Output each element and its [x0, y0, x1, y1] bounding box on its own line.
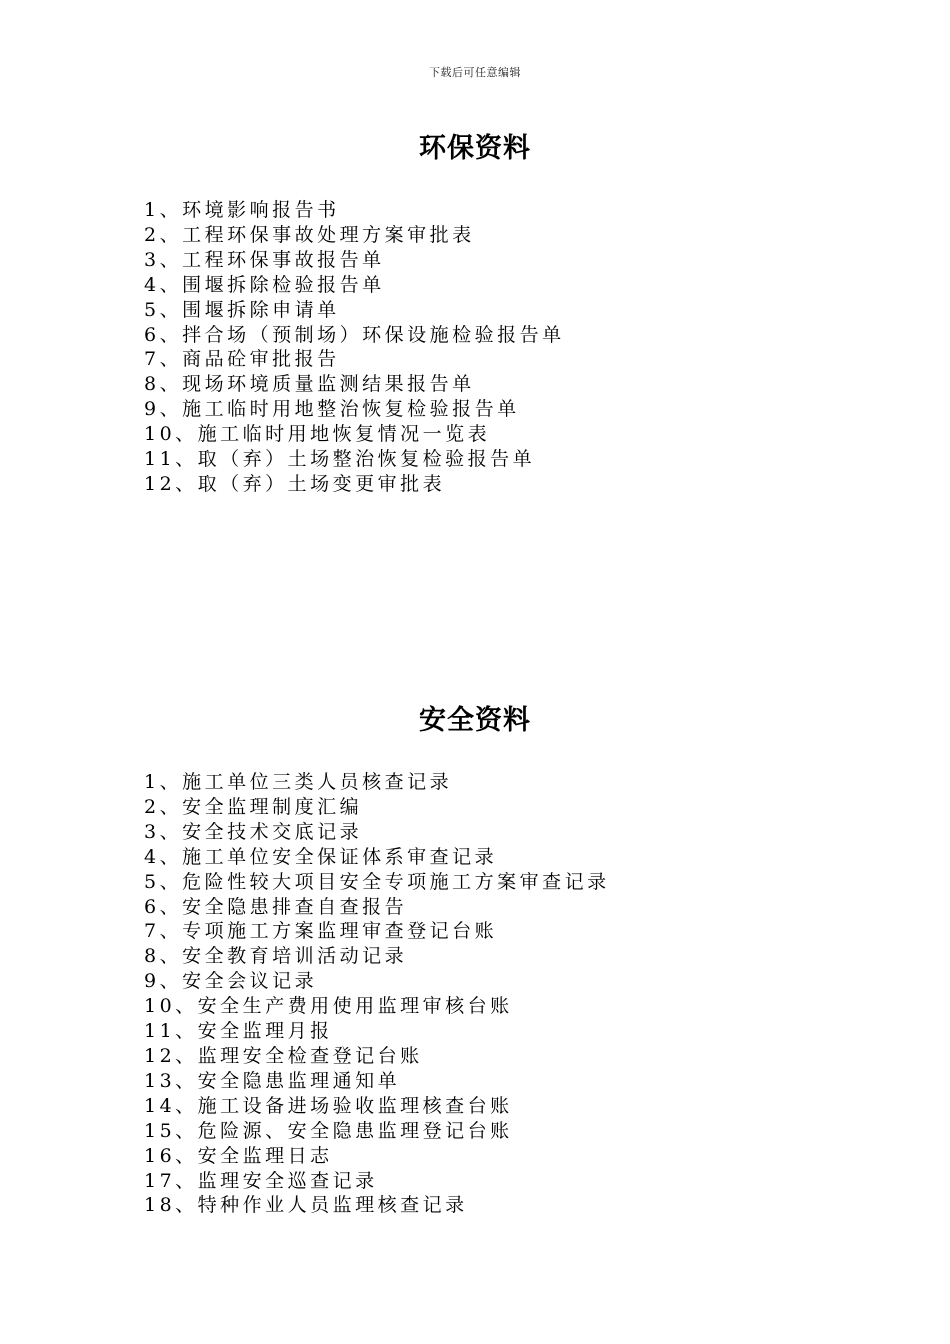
- list-item: 9、安全会议记录: [144, 970, 318, 993]
- list-item: 11、安全监理月报: [144, 1020, 333, 1043]
- list-item: 7、专项施工方案监理审查登记台账: [144, 920, 498, 943]
- list-item: 12、取（弃）土场变更审批表: [144, 472, 446, 495]
- list-item: 1、施工单位三类人员核查记录: [144, 771, 453, 793]
- list-item: 7、商品砼审批报告: [144, 348, 340, 371]
- list-item: 10、施工临时用地恢复情况一览表: [144, 423, 491, 446]
- list-item: 2、安全监理制度汇编: [144, 795, 363, 818]
- list-item: 14、施工设备进场验收监理核查台账: [144, 1094, 513, 1117]
- list-item: 11、取（弃）土场整治恢复检验报告单: [144, 448, 536, 471]
- safety-document-list: [144, 770, 610, 1218]
- list-item: 1、环境影响报告书: [144, 199, 340, 221]
- list-item: 18、特种作业人员监理核查记录: [144, 1194, 468, 1217]
- list-item: 3、工程环保事故报告单: [144, 248, 385, 271]
- list-item: 17、监理安全巡查记录: [144, 1169, 378, 1192]
- list-item: 16、安全监理日志: [144, 1144, 333, 1167]
- list-item: 5、危险性较大项目安全专项施工方案审查记录: [144, 870, 610, 893]
- list-item: 8、安全教育培训活动记录: [144, 945, 408, 968]
- list-item: 6、安全隐患排查自查报告: [144, 895, 408, 918]
- list-item: 2、工程环保事故处理方案审批表: [144, 223, 475, 246]
- header-note: 下载后可任意编辑: [429, 66, 521, 79]
- list-item: 5、围堰拆除申请单: [144, 298, 340, 321]
- list-item: 4、围堰拆除检验报告单: [144, 273, 385, 296]
- list-item: 6、拌合场（预制场）环保设施检验报告单: [144, 323, 565, 346]
- list-item: 15、危险源、安全隐患监理登记台账: [144, 1119, 513, 1142]
- list-item: 9、施工临时用地整治恢复检验报告单: [144, 398, 520, 421]
- list-item: 8、现场环境质量监测结果报告单: [144, 373, 475, 396]
- section-title-safety: 安全资料: [419, 705, 531, 736]
- list-item: 12、监理安全检查登记台账: [144, 1044, 423, 1067]
- list-item: 3、安全技术交底记录: [144, 820, 363, 843]
- list-item: 10、安全生产费用使用监理审核台账: [144, 995, 513, 1018]
- environmental-document-list: [144, 198, 565, 497]
- list-item: 4、施工单位安全保证体系审查记录: [144, 845, 498, 868]
- section-title-environmental: 环保资料: [419, 133, 531, 164]
- list-item: 13、安全隐患监理通知单: [144, 1069, 401, 1092]
